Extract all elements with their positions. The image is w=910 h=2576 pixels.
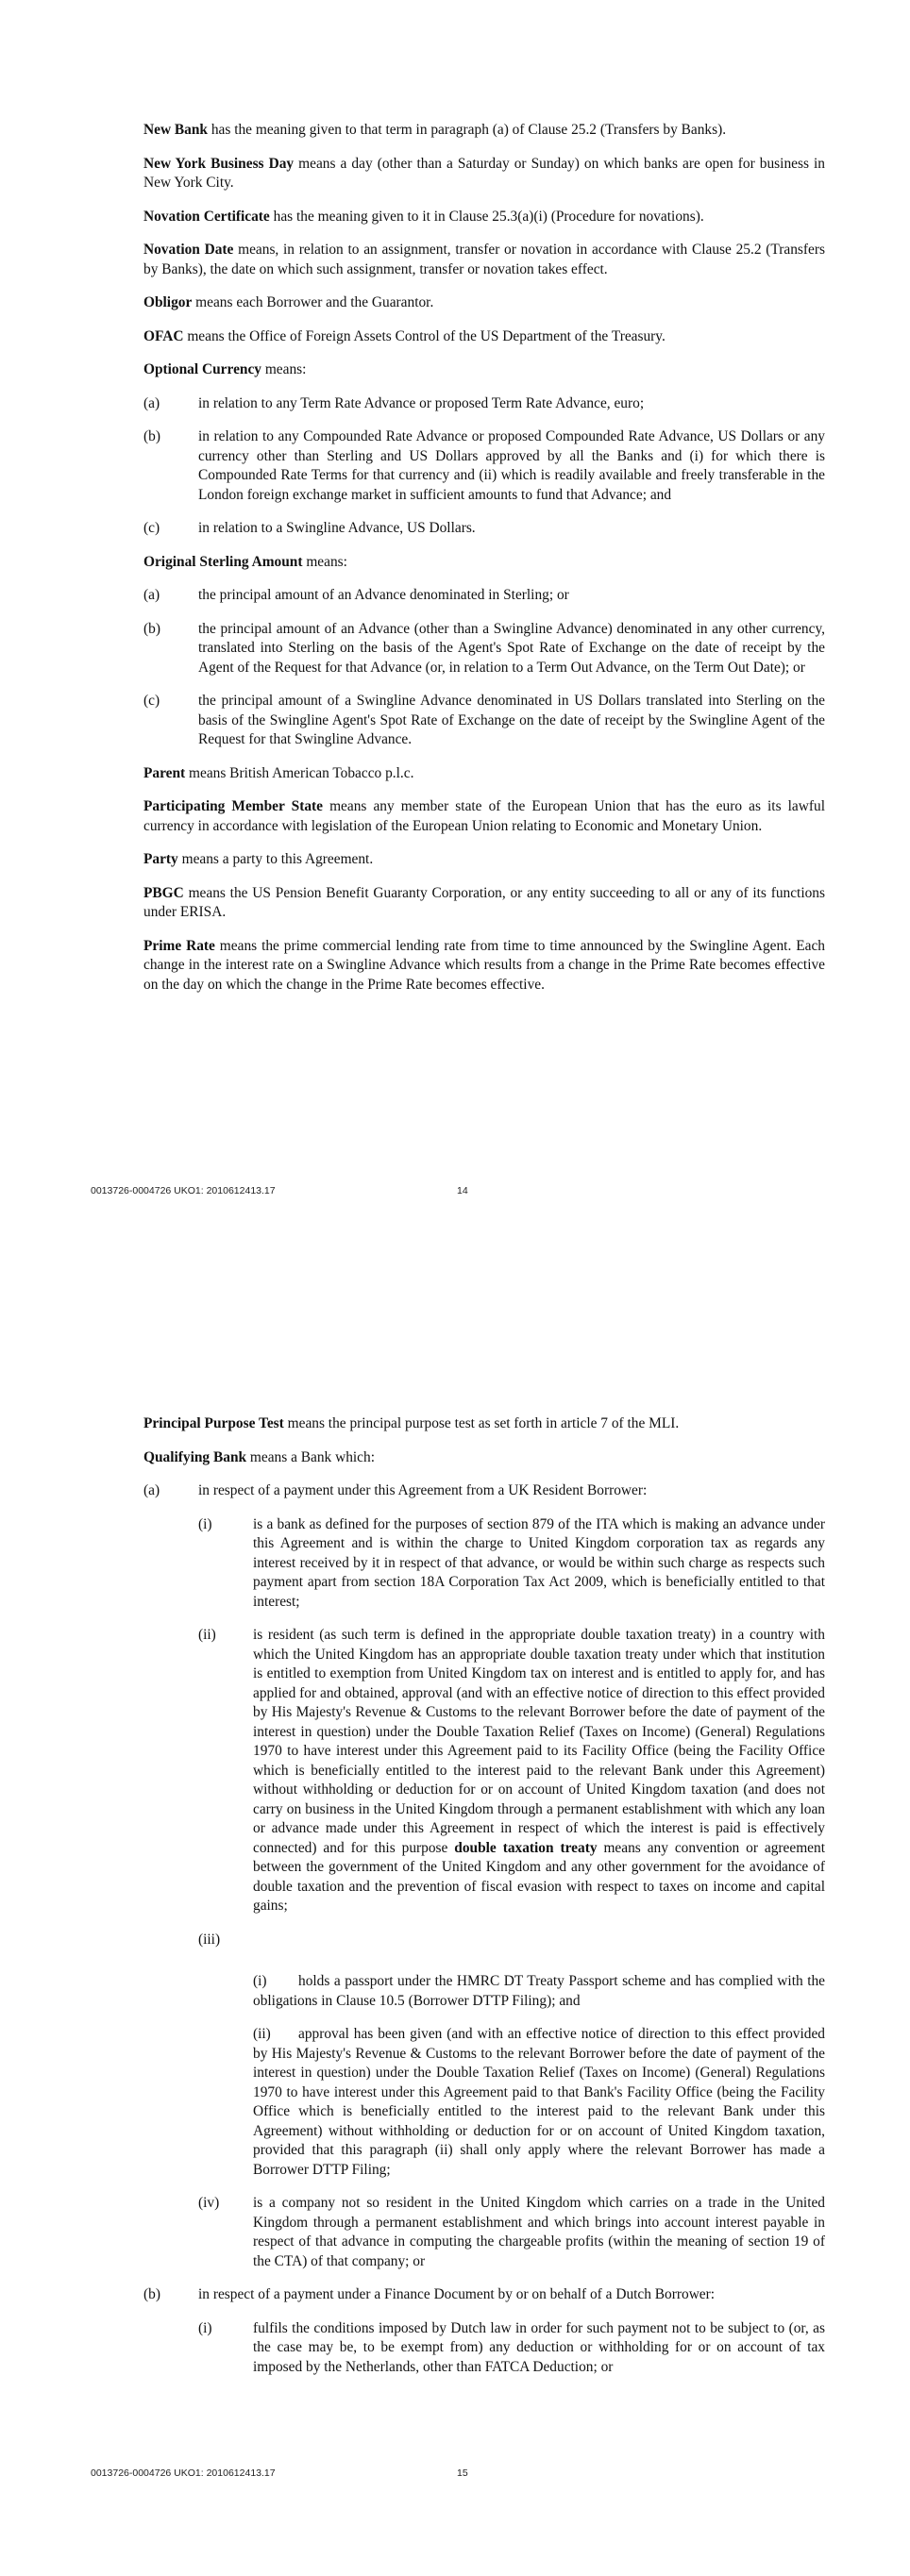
list-item: (b) the principal amount of an Advance (other than a Swingline Advance) denominated in any other currency, translated into Sterling on the basis of the Agent's Spot Rate of Exchange on the date of receipt by the Agent of the Request for that Advance (or, in relation to a Term Out Advance, on the Term Out Date); or (143, 620, 825, 676)
page-number: 15 (457, 2467, 468, 2479)
definition-new-bank: New Bank has the meaning given to that term in paragraph (a) of Clause 25.2 (Transfers by Banks). (143, 122, 727, 138)
list-item: (b) in respect of a payment under a Finance Document by or on behalf of a Dutch Borrower: (143, 2286, 716, 2302)
definition-new-york-business-day: New York Business Day means a day (other than a Saturday or Sunday) on which banks are open for business in New York City. (143, 155, 825, 191)
page-number: 14 (457, 1185, 468, 1196)
page-body (143, 1414, 825, 2391)
list-item: (ii) is resident (as such term is defined in the appropriate double taxation treaty) in a country with which the United Kingdom has an appropriate double taxation treaty under which that institution is entitled to exemption from United Kingdom tax on interest and is entitled to apply for, and has applied for and obtained, approval (and with an effective notice of direction to this effect provided by His Majesty's Revenue & Customs to the relevant Borrower before the date of payment of the interest in question) under the Double Taxation Relief (Taxes on Income) (General) Regulations 1970 to have interest under this Agreement paid to its Facility Office (being the Facility Office which is beneficially entitled to the interest paid to the relevant Bank under this Agreement) without withholding or deduction for or on account of United Kingdom taxation (and does not carry on business in the United Kingdom through a permanent establishment with which any loan or advance made under this Agreement in respect of which the interest is paid is effectively connected) and for this purpose double taxation treaty means any convention or agreement between the government of the United Kingdom and any other government for the avoidance of double taxation and the prevention of fiscal evasion with respect to taxes on income and capital gains; (198, 1627, 825, 1914)
list-item: (a) in respect of a payment under this Agreement from a UK Resident Borrower: (143, 1482, 648, 1498)
list-item: (a) in relation to any Term Rate Advance or proposed Term Rate Advance, euro; (143, 394, 645, 411)
document-page-15 (0, 1288, 910, 2576)
definition-optional-currency: Optional Currency means: (143, 361, 307, 377)
list-item: (iii) (198, 1931, 221, 1948)
page-body (143, 121, 825, 1009)
definition-obligor: Obligor means each Borrower and the Guarantor. (143, 294, 434, 310)
list-item: (c) the principal amount of a Swingline Advance denominated in US Dollars translated into Sterling on the basis of the Swingline Agent's Spot Rate of Exchange on the date of receipt by the Swingline Agent of the Request for that Swingline Advance. (143, 693, 825, 747)
definition-principal-purpose-test: Principal Purpose Test means the principal purpose test as set forth in article 7 of the MLI. (143, 1415, 680, 1431)
definition-participating-member-state: Participating Member State means any member state of the European Union that has the euro as its lawful currency in accordance with legislation of the European Union relating to Economic and Monetary Union. (143, 798, 825, 834)
list-item: (i) fulfils the conditions imposed by Dutch law in order for such payment not to be subject to (or, as the case may be, to be exempt from) any deduction or withholding for or on account of tax imposed by the Netherlands, other than FATCA Deduction; or (198, 2319, 825, 2375)
list-item: (c) in relation to a Swingline Advance, US Dollars. (143, 520, 476, 536)
list-item: (i) is a bank as defined for the purposes of section 879 of the ITA which is making an advance under this Agreement and is within the charge to United Kingdom corporation tax as regards any interest received by it in respect of that advance, or would be within such charge as respects such payment apart from section 18A Corporation Tax Act 2009, which is beneficially entitled to that interest; (198, 1515, 825, 1610)
definition-novation-certificate: Novation Certificate has the meaning given to it in Clause 25.3(a)(i) (Procedure for novations). (143, 208, 704, 225)
list-item: (a) the principal amount of an Advance denominated in Sterling; or (143, 587, 569, 603)
document-reference: 0013726-0004726 UKO1: 2010612413.17 (91, 2467, 276, 2479)
definition-party: Party means a party to this Agreement. (143, 851, 374, 867)
list-item: (b) in relation to any Compounded Rate Advance or proposed Compounded Rate Advance, US Dollars or any currency other than Sterling and US Dollars approved by all the Banks and (i) for which there is Compounded Rate Terms for that currency and (ii) which is readily available and freely transferable in the London foreign exchange market in sufficient amounts to fund that Advance; and (143, 428, 825, 503)
sub-paragraph: (ii) approval has been given (and with an effective notice of direction to this effect provided by His Majesty's Revenue & Customs to the relevant Borrower before the date of payment of the interest in question) under the Double Taxation Relief (Taxes on Income) (General) Regulations 1970 to have interest under this Agreement paid to that Bank's Facility Office (being the Facility Office which is beneficially entitled to the interest paid to the relevant Bank under this Agreement) without withholding or deduction for or on account of United Kingdom taxation, provided that this paragraph (ii) shall only apply where the relevant Borrower has made a Borrower DTTP Filing; (253, 2026, 825, 2178)
sub-paragraph: (i) holds a passport under the HMRC DT Treaty Passport scheme and has complied with the obligations in Clause 10.5 (Borrower DTTP Filing); and (253, 1973, 825, 2009)
definition-parent: Parent means British American Tobacco p.l.c. (143, 764, 414, 781)
definition-prime-rate: Prime Rate means the prime commercial lending rate from time to time announced by the Swingline Agent. Each change in the interest rate on a Swingline Advance which results from a change in the Prime Rate becomes effective on the day on which the change in the Prime Rate becomes effective. (143, 937, 825, 993)
definition-original-sterling-amount: Original Sterling Amount means: (143, 553, 347, 570)
list-item: (iv) is a company not so resident in the United Kingdom which carries on a trade in the United Kingdom through a permanent establishment and which brings into account interest payable in respect of that advance in computing the chargeable profits (within the meaning of section 19 of the CTA) of that company; or (198, 2195, 825, 2269)
definition-pbgc: PBGC means the US Pension Benefit Guaranty Corporation, or any entity succeeding to all or any of its functions under ERISA. (143, 884, 825, 920)
document-reference: 0013726-0004726 UKO1: 2010612413.17 (91, 1185, 276, 1196)
definition-ofac: OFAC means the Office of Foreign Assets Control of the US Department of the Treasury. (143, 327, 666, 344)
definition-qualifying-bank: Qualifying Bank means a Bank which: (143, 1448, 375, 1465)
definition-novation-date: Novation Date means, in relation to an assignment, transfer or novation in accordance with Clause 25.2 (Transfers by Banks), the date on which such assignment, transfer or novation takes effect. (143, 242, 825, 277)
